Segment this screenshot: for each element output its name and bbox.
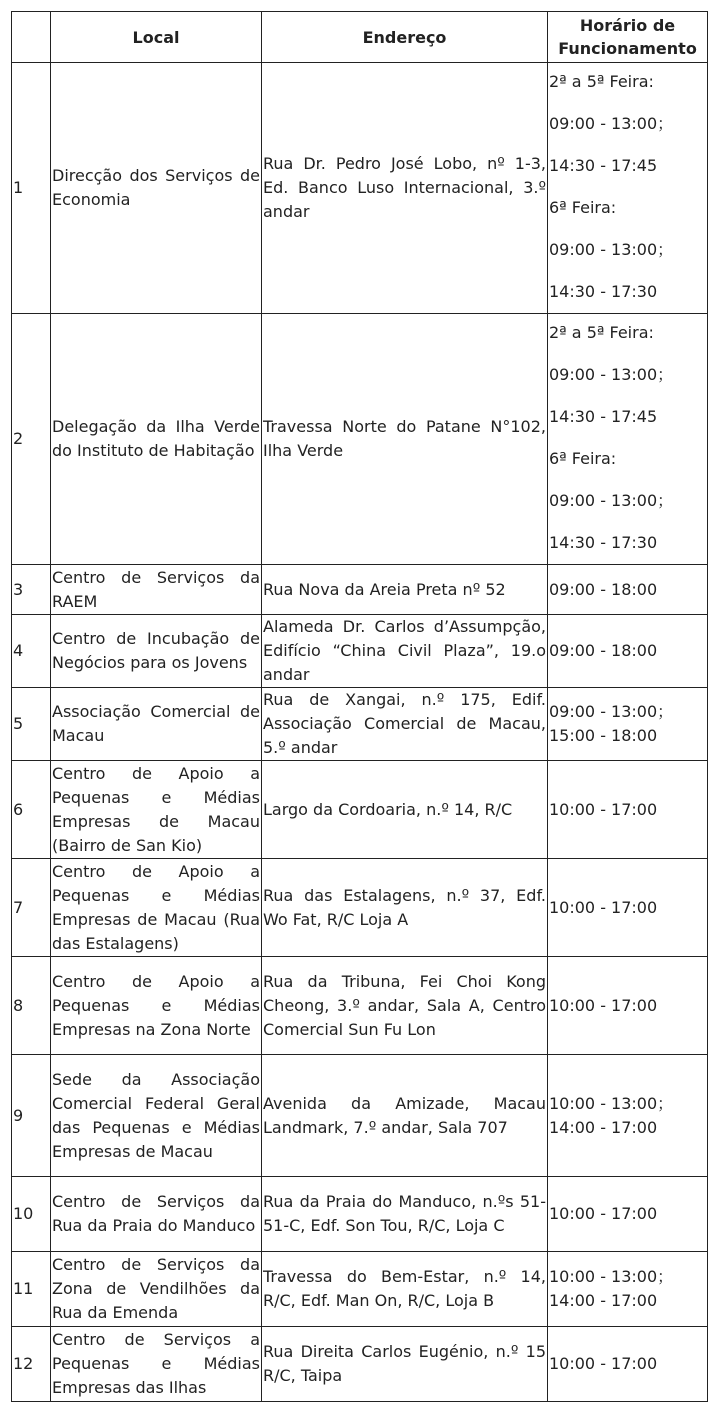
row-number: 11 xyxy=(12,1252,51,1327)
opening-hours xyxy=(548,565,708,615)
location-address: Rua das Estalagens, n.º 37, Edf. Wo Fat, R/C Loja A xyxy=(262,859,548,957)
table-row xyxy=(12,1055,708,1177)
location-address: Rua da Tribuna, Fei Choi Kong Cheong, 3.º andar, Sala A, Centro Comercial Sun Fu Lon xyxy=(262,957,548,1055)
locations-table xyxy=(11,11,708,1402)
location-name: Direcção dos Serviços de Economia xyxy=(51,63,262,314)
hours-line: 10:00 - 13:00； xyxy=(549,1267,674,1286)
location-address: Rua Direita Carlos Eugénio, n.º 15 R/C, Taipa xyxy=(262,1327,548,1402)
table-row xyxy=(12,859,708,957)
hours-line: 14:30 - 17:30 xyxy=(549,533,658,552)
table-row xyxy=(12,1252,708,1327)
hours-line: 14:30 - 17:30 xyxy=(549,282,658,301)
table-row xyxy=(12,761,708,859)
row-number: 2 xyxy=(12,314,51,565)
hours-line: 09:00 - 13:00； xyxy=(549,240,674,259)
row-number: 5 xyxy=(12,688,51,761)
hours-line: 09:00 - 13:00； xyxy=(549,491,674,510)
hours-line: 2ª a 5ª Feira: xyxy=(549,323,654,342)
location-name: Centro de Apoio a Pequenas e Médias Empresas de Macau (Bairro de San Kio) xyxy=(51,761,262,859)
location-address: Rua de Xangai, n.º 175, Edif. Associação Comercial de Macau, 5.º andar xyxy=(262,688,548,761)
table-row xyxy=(12,1177,708,1252)
row-number: 4 xyxy=(12,615,51,688)
table-row xyxy=(12,314,708,565)
table-row xyxy=(12,688,708,761)
opening-hours xyxy=(548,314,708,565)
opening-hours xyxy=(548,859,708,957)
location-address: Rua Nova da Areia Preta nº 52 xyxy=(262,565,548,615)
location-name: Centro de Apoio a Pequenas e Médias Empresas de Macau (Rua das Estalagens) xyxy=(51,859,262,957)
location-name: Centro de Serviços da Rua da Praia do Manduco xyxy=(51,1177,262,1252)
row-number: 3 xyxy=(12,565,51,615)
hours-line: 10:00 - 13:00； xyxy=(549,1093,674,1113)
row-number: 12 xyxy=(12,1327,51,1402)
location-name: Delegação da Ilha Verde do Instituto de Habitação xyxy=(51,314,262,565)
row-number: 1 xyxy=(12,63,51,314)
header-hours: Horário de Funcionamento xyxy=(548,12,708,63)
row-number: 7 xyxy=(12,859,51,957)
opening-hours xyxy=(548,1177,708,1252)
location-name: Centro de Serviços a Pequenas e Médias Empresas das Ilhas xyxy=(51,1327,262,1402)
location-address: Avenida da Amizade, Macau Landmark, 7.º andar, Sala 707 xyxy=(262,1055,548,1177)
row-number: 8 xyxy=(12,957,51,1055)
location-name: Sede da Associação Comercial Federal Geral das Pequenas e Médias Empresas de Macau xyxy=(51,1055,262,1177)
table-row xyxy=(12,615,708,688)
location-address: Rua Dr. Pedro José Lobo, nº 1-3, Ed. Banco Luso Internacional, 3.º andar xyxy=(262,63,548,314)
hours-line: 09:00 - 18:00 xyxy=(549,641,658,660)
hours-line: 10:00 - 17:00 xyxy=(549,1204,658,1223)
hours-line: 2ª a 5ª Feira: xyxy=(549,72,654,91)
location-name: Centro de Apoio a Pequenas e Médias Empresas na Zona Norte xyxy=(51,957,262,1055)
opening-hours xyxy=(548,688,708,761)
hours-line: 10:00 - 17:00 xyxy=(549,897,658,917)
hours-line: 6ª Feira: xyxy=(549,449,617,468)
hours-line: 09:00 - 18:00 xyxy=(549,579,658,599)
hours-line: 09:00 - 13:00； xyxy=(549,365,674,384)
location-address: Alameda Dr. Carlos d’Assumpção, Edifício “China Civil Plaza”, 19.o andar xyxy=(262,615,548,688)
opening-hours xyxy=(548,63,708,314)
hours-line: 14:30 - 17:45 xyxy=(549,156,658,175)
location-address: Rua da Praia do Manduco, n.ºs 51-51-C, Edf. Son Tou, R/C, Loja C xyxy=(262,1177,548,1252)
location-address: Travessa Norte do Patane N°102, Ilha Verde xyxy=(262,314,548,565)
table-row xyxy=(12,1327,708,1402)
header-local: Local xyxy=(51,12,262,63)
hours-line: 10:00 - 17:00 xyxy=(549,1354,658,1373)
hours-line: 10:00 - 17:00 xyxy=(549,799,658,819)
header-address: Endereço xyxy=(262,12,548,63)
opening-hours xyxy=(548,615,708,688)
table-row xyxy=(12,565,708,615)
hours-line: 14:30 - 17:45 xyxy=(549,407,658,426)
hours-line: 10:00 - 17:00 xyxy=(549,995,658,1015)
hours-line: 09:00 - 13:00； xyxy=(549,114,674,133)
hours-line: 09:00 - 13:00； xyxy=(549,702,674,721)
hours-line: 14:00 - 17:00 xyxy=(549,1117,658,1137)
table-row xyxy=(12,63,708,314)
opening-hours xyxy=(548,1055,708,1177)
opening-hours xyxy=(548,957,708,1055)
location-name: Associação Comercial de Macau xyxy=(51,688,262,761)
hours-line: 15:00 - 18:00 xyxy=(549,726,658,745)
hours-line: 6ª Feira: xyxy=(549,198,617,217)
row-number: 6 xyxy=(12,761,51,859)
table-header-row xyxy=(12,12,708,63)
table-row xyxy=(12,957,708,1055)
row-number: 9 xyxy=(12,1055,51,1177)
header-number xyxy=(12,12,51,63)
location-address: Travessa do Bem-Estar, n.º 14, R/C, Edf. Man On, R/C, Loja B xyxy=(262,1252,548,1327)
opening-hours xyxy=(548,761,708,859)
row-number: 10 xyxy=(12,1177,51,1252)
location-address: Largo da Cordoaria, n.º 14, R/C xyxy=(262,761,548,859)
opening-hours xyxy=(548,1327,708,1402)
opening-hours xyxy=(548,1252,708,1327)
location-name: Centro de Serviços da RAEM xyxy=(51,565,262,615)
location-name: Centro de Serviços da Zona de Vendilhões da Rua da Emenda xyxy=(51,1252,262,1327)
hours-line: 14:00 - 17:00 xyxy=(549,1291,658,1310)
location-name: Centro de Incubação de Negócios para os Jovens xyxy=(51,615,262,688)
